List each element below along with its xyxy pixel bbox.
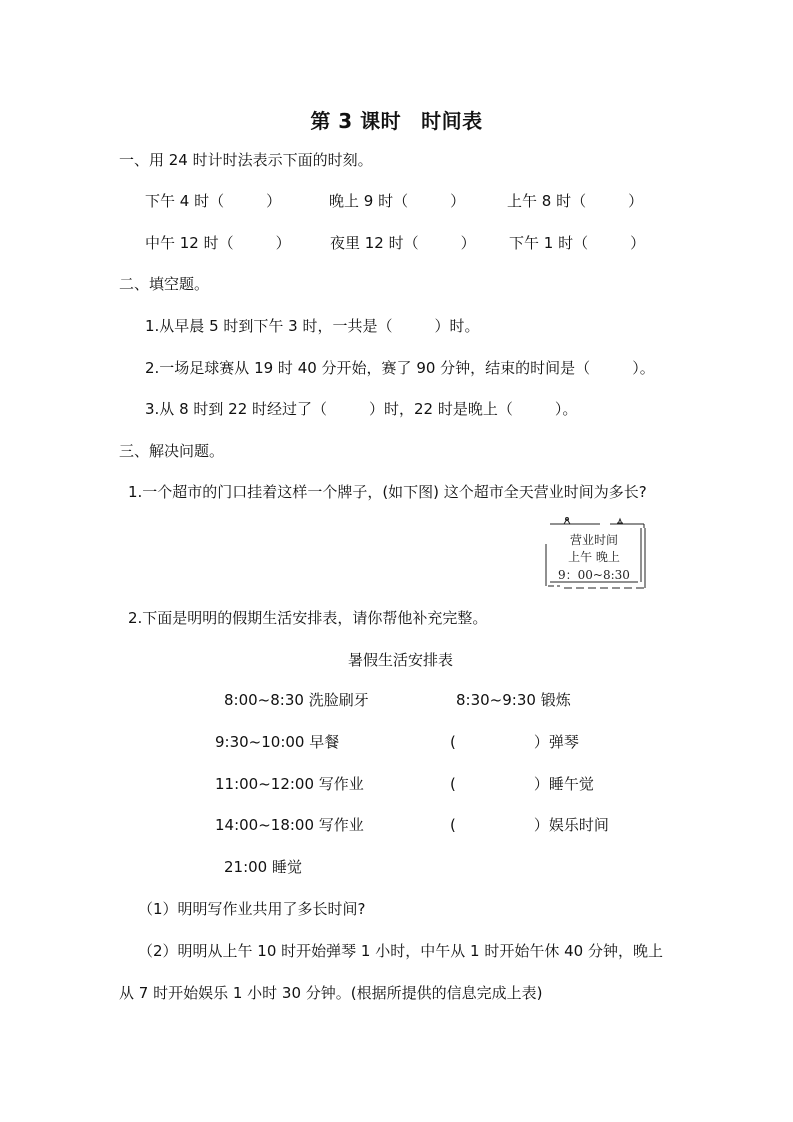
schedule-title: 暑假生活安排表 [347, 651, 453, 669]
sign-frame-icon [544, 516, 648, 590]
svg-text:上午 晚上: 上午 晚上 [568, 550, 620, 564]
schedule-left-4: 21:00 睡觉 [224, 858, 302, 876]
schedule-right-3: ( ）娱乐时间 [450, 816, 609, 834]
schedule-left-2: 11:00~12:00 写作业 [215, 775, 364, 793]
time-item: 上午 8 时（ ） [507, 192, 644, 210]
schedule-left-3: 14:00~18:00 写作业 [215, 816, 364, 834]
fill-question-2: 2.一场足球赛从 19 时 40 分开始，赛了 90 分钟，结束的时间是（ ）。 [145, 359, 655, 377]
schedule-right-0: 8:30~9:30 锻炼 [456, 691, 571, 709]
store-hours-sign [544, 516, 648, 590]
fill-question-3: 3.从 8 时到 22 时经过了（ ）时，22 时是晚上（ ）。 [145, 400, 578, 418]
schedule-left-0: 8:00~8:30 洗脸刷牙 [224, 691, 369, 709]
svg-text:9：00~8:30: 9：00~8:30 [558, 568, 630, 582]
time-item: 夜里 12 时（ ） [330, 234, 476, 252]
section2-heading: 二、填空题。 [119, 275, 210, 293]
sub-question-2-line1: （2）明明从上午 10 时开始弹琴 1 小时，中午从 1 时开始午休 40 分钟，晚上 [138, 942, 663, 960]
sub-question-2-line2: 从 7 时开始娱乐 1 小时 30 分钟。(根据所提供的信息完成上表) [119, 984, 543, 1002]
schedule-left-1: 9:30~10:00 早餐 [215, 733, 340, 751]
schedule-right-2: ( ）睡午觉 [450, 775, 594, 793]
problem-2: 2.下面是明明的假期生活安排表，请你帮他补充完整。 [128, 609, 488, 627]
sub-question-1: （1）明明写作业共用了多长时间? [138, 900, 366, 918]
time-item: 下午 1 时（ ） [509, 234, 646, 252]
section1-heading: 一、用 24 时计时法表示下面的时刻。 [119, 151, 373, 169]
page-title [0, 105, 793, 134]
time-item: 下午 4 时（ ） [145, 192, 282, 210]
lesson-topic: 时间表 [421, 109, 483, 133]
schedule-right-1: ( ）弹琴 [450, 733, 579, 751]
fill-question-1: 1.从早晨 5 时到下午 3 时，一共是（ ）时。 [145, 317, 480, 335]
problem-1: 1.一个超市的门口挂着这样一个牌子，(如下图) 这个超市全天营业时间为多长? [128, 483, 647, 501]
lesson-number: 第 3 课时 [310, 109, 402, 133]
time-item: 中午 12 时（ ） [145, 234, 291, 252]
section3-heading: 三、解决问题。 [119, 442, 225, 460]
svg-text:营业时间: 营业时间 [569, 533, 619, 547]
time-item: 晚上 9 时（ ） [329, 192, 466, 210]
